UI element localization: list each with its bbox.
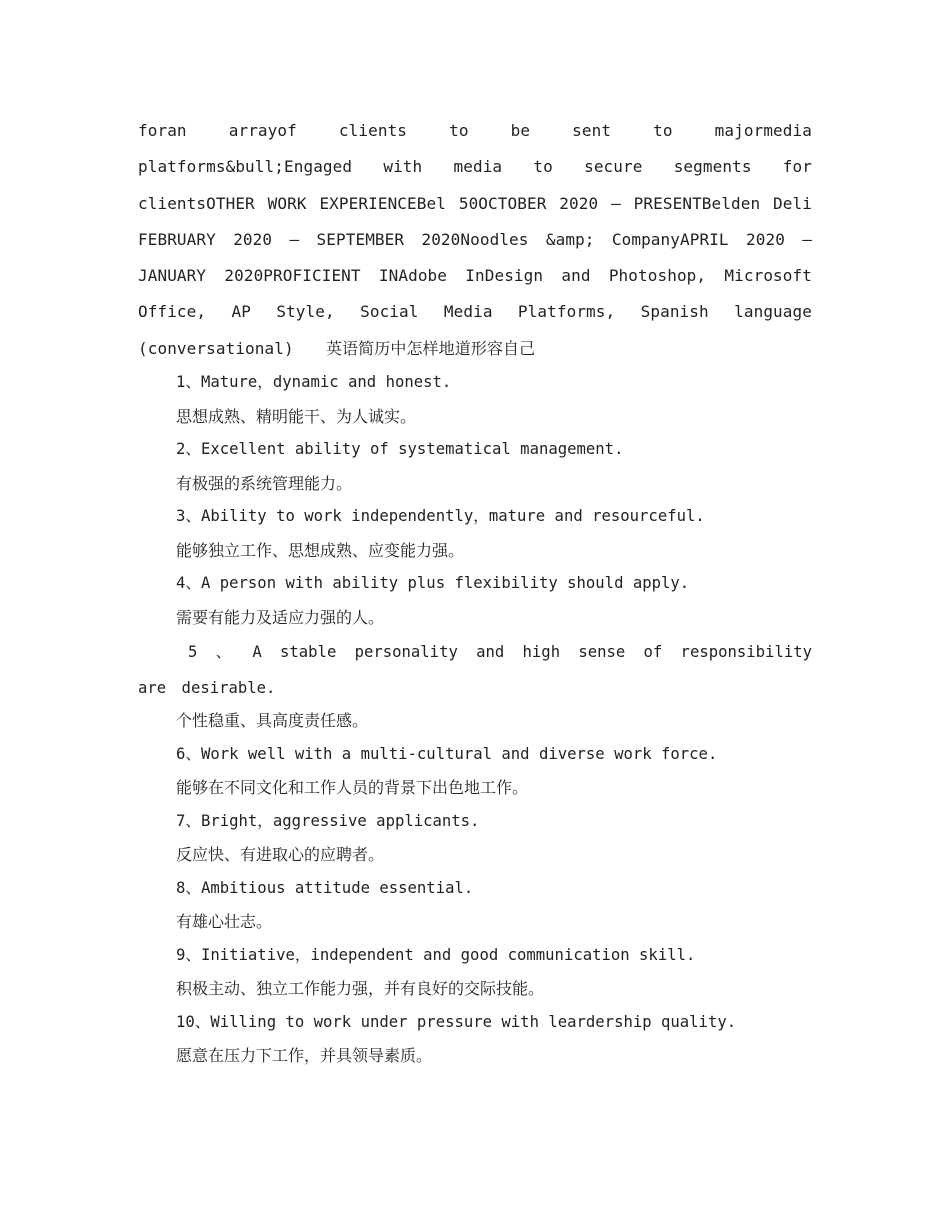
list-item-cn: 个性稳重、具高度责任感。	[176, 711, 369, 730]
list-item-cn: 愿意在压力下工作，并具领导素质。	[176, 1046, 433, 1065]
intro-paragraph-text: foran arrayof clients to be sent to majormedia platforms&bull;Engaged with media to secure segments for clientsOTHER WORK EXPERIENCEBel 50OCTOBER 2020 – PRESENTBelden Deli FEBRUARY 2020 – SEPTEMBER 2020Noodles &amp; CompanyAPRIL 2020 – JANUARY 2020PROFICIENT INAdobe InDesign and Photoshop, Microsoft Office, AP Style, Social Media Platforms, Spanish language (conversational)	[138, 121, 812, 358]
intro-paragraph	[138, 113, 812, 367]
list-item-cn: 需要有能力及适应力强的人。	[176, 607, 385, 627]
list-item-cn: 能够独立工作、思想成熟、应变能力强。	[176, 540, 465, 560]
list-item-en: 9、Initiative，independent and good communication skill.	[176, 945, 696, 964]
list-item-cn: 有极强的系统管理能力。	[176, 473, 353, 493]
list-item-cn: 思想成熟、精明能干、为人诚实。	[176, 406, 417, 426]
list-item-en: 4、A person with ability plus flexibility should apply.	[176, 574, 690, 592]
list-item-en: 5 、 A stable personality and high sense of responsibility are desirable.	[138, 643, 812, 697]
list-item-cn: 积极主动、独立工作能力强，并有良好的交际技能。	[176, 979, 545, 998]
intro-heading-cn	[294, 339, 536, 358]
phrase-list	[138, 366, 812, 1073]
list-item-en: 10、Willing to work under pressure with leardership quality.	[176, 1012, 737, 1031]
list-item-en: 8、Ambitious attitude essential.	[176, 878, 474, 897]
list-item-en: 6、Work well with a multi-cultural and diverse work force.	[176, 744, 718, 763]
intro-heading-cn-text: 英语简历中怎样地道形容自己	[325, 338, 536, 358]
list-item-cn: 能够在不同文化和工作人员的背景下出色地工作。	[176, 778, 529, 797]
list-item-en: 1、Mature，dynamic and honest.	[176, 373, 452, 391]
list-item-en: 3、Ability to work independently，mature and resourceful.	[176, 507, 705, 525]
list-item-en: 2、Excellent ability of systematical management.	[176, 440, 624, 458]
list-item-en: 7、Bright，aggressive applicants.	[176, 811, 480, 830]
list-item-cn: 有雄心壮志。	[176, 912, 273, 931]
list-item-cn: 反应快、有进取心的应聘者。	[176, 845, 385, 864]
